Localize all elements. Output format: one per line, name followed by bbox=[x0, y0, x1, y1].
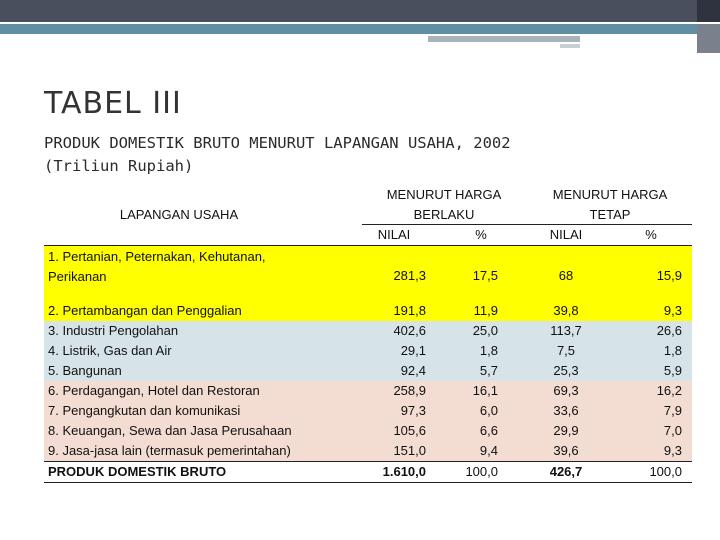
cell-nilai-berlaku: 29,1 bbox=[400, 343, 426, 358]
slide-subtitle bbox=[44, 132, 511, 178]
cell-nilai-tetap: 113,7 bbox=[550, 323, 582, 338]
cell-pct-berlaku: 6,0 bbox=[479, 403, 498, 418]
row-label-line-1: 1. Pertanian, Peternakan, Kehutanan, bbox=[48, 249, 266, 264]
cell-pct-tetap: 9,3 bbox=[663, 303, 682, 318]
row-label: 5. Bangunan bbox=[48, 363, 122, 378]
header-bar-corner bbox=[697, 0, 720, 22]
cell-nilai-tetap: 7,5 bbox=[556, 343, 576, 358]
header-tetap-line-1: MENURUT HARGA bbox=[552, 187, 668, 202]
subtitle-line-2: (Triliun Rupiah) bbox=[44, 157, 194, 175]
table-row bbox=[44, 441, 692, 461]
row-label: 9. Jasa-jasa lain (termasuk pemerintahan) bbox=[48, 443, 291, 458]
cell-nilai-tetap: 39,6 bbox=[553, 443, 579, 458]
cell-nilai-berlaku: 258,9 bbox=[393, 383, 426, 398]
cell-nilai-berlaku: 151,0 bbox=[393, 443, 426, 458]
table-row-highlighted bbox=[44, 246, 692, 301]
cell-pct-tetap: 7,9 bbox=[663, 403, 682, 418]
cell-nilai-tetap: 25,3 bbox=[553, 363, 579, 378]
cell-pct-tetap: 7,0 bbox=[663, 423, 682, 438]
cell-pct-tetap: 15,9 bbox=[656, 268, 682, 283]
table-row bbox=[44, 321, 692, 341]
row-label: 2. Pertambangan dan Penggalian bbox=[48, 303, 242, 318]
cell-pct-berlaku: 5,7 bbox=[479, 363, 498, 378]
cell-nilai-tetap: 33,6 bbox=[553, 403, 579, 418]
cell-pct-berlaku: 11,9 bbox=[473, 303, 498, 318]
header-lapangan-usaha: LAPANGAN USAHA bbox=[119, 207, 239, 222]
cell-pct-tetap: 26,6 bbox=[656, 323, 682, 338]
header-berlaku-line-2: BERLAKU bbox=[413, 207, 475, 222]
total-bottom-rule bbox=[44, 482, 692, 483]
header-tetap-line-2: TETAP bbox=[589, 207, 631, 222]
accent-bar bbox=[0, 24, 720, 34]
slide-header-bar bbox=[0, 0, 720, 22]
cell-nilai-tetap: 68 bbox=[558, 268, 574, 283]
total-nilai-berlaku: 1.610,0 bbox=[382, 464, 426, 479]
header-pct-tetap: % bbox=[645, 227, 657, 242]
table-row bbox=[44, 421, 692, 441]
accent-bar-corner bbox=[697, 24, 720, 53]
row-label: 4. Listrik, Gas dan Air bbox=[48, 343, 172, 358]
cell-pct-berlaku: 25,0 bbox=[472, 323, 498, 338]
cell-nilai-berlaku: 281,3 bbox=[393, 268, 426, 283]
header-pct-berlaku: % bbox=[475, 227, 487, 242]
cell-pct-tetap: 16,2 bbox=[656, 383, 682, 398]
table-row bbox=[44, 341, 692, 361]
cell-nilai-berlaku: 97,3 bbox=[400, 403, 426, 418]
cell-nilai-tetap: 39,8 bbox=[553, 303, 579, 318]
table-row bbox=[44, 401, 692, 421]
cell-pct-tetap: 9,3 bbox=[663, 443, 682, 458]
row-label: 6. Perdagangan, Hotel dan Restoran bbox=[48, 383, 260, 398]
header-nilai-tetap: NILAI bbox=[549, 227, 583, 242]
row-label: 7. Pengangkutan dan komunikasi bbox=[48, 403, 241, 418]
total-pct-tetap: 100,0 bbox=[649, 464, 682, 479]
table-row bbox=[44, 361, 692, 381]
cell-pct-berlaku: 16,1 bbox=[472, 383, 498, 398]
row-label: 8. Keuangan, Sewa dan Jasa Perusahaan bbox=[48, 423, 292, 438]
cell-nilai-tetap: 69,3 bbox=[553, 383, 579, 398]
cell-pct-berlaku: 9,4 bbox=[479, 443, 498, 458]
header-nilai-berlaku: NILAI bbox=[377, 227, 411, 242]
row-label: 3. Industri Pengolahan bbox=[48, 323, 179, 338]
header-bar-main bbox=[0, 0, 697, 22]
total-pct-berlaku: 100,0 bbox=[465, 464, 498, 479]
cell-nilai-berlaku: 105,6 bbox=[393, 423, 426, 438]
total-nilai-tetap: 426,7 bbox=[549, 464, 583, 479]
header-berlaku-line-1: MENURUT HARGA bbox=[386, 187, 502, 202]
cell-pct-berlaku: 17,5 bbox=[472, 268, 498, 283]
decor-line bbox=[428, 36, 580, 42]
table-row bbox=[44, 381, 692, 401]
table-header bbox=[44, 183, 692, 245]
header-harga-tetap bbox=[528, 185, 692, 225]
cell-nilai-berlaku: 191,8 bbox=[393, 303, 426, 318]
cell-nilai-berlaku: 402,6 bbox=[393, 323, 426, 338]
slide-title: TABEL III bbox=[44, 86, 182, 121]
subtitle-line-1: PRODUK DOMESTIK BRUTO MENURUT LAPANGAN USAHA, 2002 bbox=[44, 134, 511, 152]
cell-pct-tetap: 1,8 bbox=[663, 343, 682, 358]
cell-pct-berlaku: 6,6 bbox=[479, 423, 498, 438]
row-label-line-2: Perikanan bbox=[48, 269, 107, 284]
cell-nilai-berlaku: 92,4 bbox=[400, 363, 426, 378]
row-label bbox=[48, 247, 266, 287]
total-label: PRODUK DOMESTIK BRUTO bbox=[48, 464, 227, 479]
decor-line-small bbox=[560, 44, 580, 48]
table-row bbox=[44, 301, 692, 321]
header-harga-berlaku bbox=[362, 185, 526, 225]
cell-pct-berlaku: 1,8 bbox=[479, 343, 498, 358]
pdb-table bbox=[44, 183, 692, 483]
cell-nilai-tetap: 29,9 bbox=[553, 423, 579, 438]
table-row-total bbox=[44, 462, 692, 482]
cell-pct-tetap: 5,9 bbox=[663, 363, 682, 378]
